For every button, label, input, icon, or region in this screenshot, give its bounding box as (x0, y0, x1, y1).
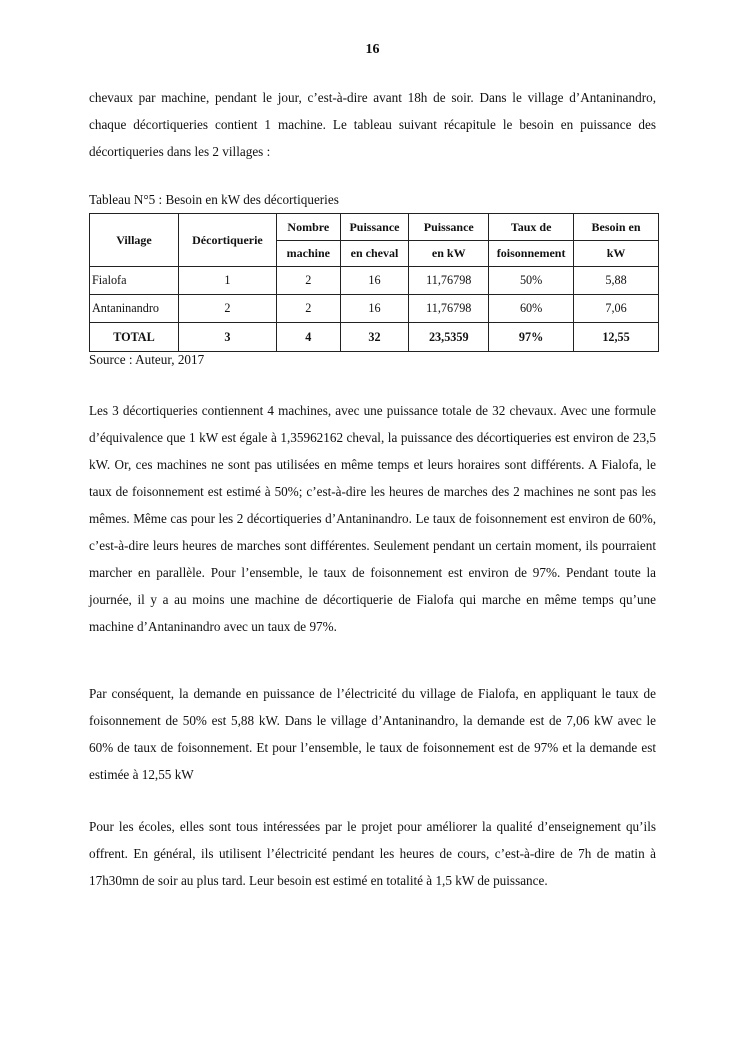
cell-kw: 11,76798 (409, 295, 489, 323)
cell-nombre: 2 (276, 295, 340, 323)
cell-taux: 50% (489, 267, 574, 295)
page-number: 16 (365, 42, 380, 57)
header-puissance-kw: Puissance (409, 214, 489, 241)
cell-taux: 60% (489, 295, 574, 323)
cell-village: Antaninandro (90, 295, 179, 323)
table-header-row (90, 214, 659, 241)
body-paragraph: Les 3 décortiqueries contiennent 4 machines, avec une puissance totale de 32 chevaux. Avec une formule d’équivalence que 1 kW est égale à 1,35962162 cheval, la puissance des décortiqueries est environ de 23,5 kW. Or, ces machines ne sont pas utilisées en même temps et leurs horaires sont différents. A Fialofa, le taux de foisonnement est estimé à 50%; c’est-à-dire les heures de marches des 2 machines ne sont pas les mêmes. Même cas pour les 2 décortiqueries d’Antaninandro. Le taux de foisonnement est environ de 60%, c’est-à-dire leurs heures de marches sont différentes. Seulement pendant un certain moment, ils pourraient marcher en parallèle. Pour l’ensemble, le taux de foisonnement est environ de 97%. Pendant toute la journée, il y a au moins une machine de décortiquerie de Fialofa qui marche en même temps qu’une machine d’Antaninandro avec un taux de 97%. (89, 403, 656, 634)
cell-village: Fialofa (90, 267, 179, 295)
cell-total-label: TOTAL (90, 323, 179, 352)
cell-total-cheval: 32 (340, 323, 409, 352)
cell-cheval: 16 (340, 267, 409, 295)
header-besoin: Besoin en (574, 214, 659, 241)
body-paragraph: Pour les écoles, elles sont tous intéressées par le projet pour améliorer la qualité d’enseignement qu’ils offrent. En général, ils utilisent l’électricité pendant les heures de cours, c’est-à-dire de 7h de matin à 17h30mn de soir au plus tard. Leur besoin est estimé en totalité à 1,5 kW de puissance. (89, 819, 656, 888)
header-foisonnement: foisonnement (489, 241, 574, 267)
header-taux: Taux de (489, 214, 574, 241)
header-en-kw: en kW (409, 241, 489, 267)
header-nombre: Nombre (276, 214, 340, 241)
table-caption: Tableau N°5 : Besoin en kW des décortiqueries (89, 192, 339, 207)
table-row (90, 295, 659, 323)
cell-kw: 11,76798 (409, 267, 489, 295)
header-puissance-cheval: Puissance (340, 214, 409, 241)
body-paragraph: Par conséquent, la demande en puissance de l’électricité du village de Fialofa, en appliquant le taux de foisonnement de 50% est 5,88 kW. Dans le village d’Antaninandro, la demande est de 7,06 kW avec le 60% de taux de foisonnement. Et pour l’ensemble, le taux de foisonnement est de 97% et la demande est estimée à 12,55 kW (89, 686, 656, 782)
cell-decortiquerie: 1 (178, 267, 276, 295)
cell-total-nombre: 4 (276, 323, 340, 352)
header-decortiquerie: Décortiquerie (178, 214, 276, 267)
cell-decortiquerie: 2 (178, 295, 276, 323)
cell-besoin: 5,88 (574, 267, 659, 295)
cell-total-decortiquerie: 3 (178, 323, 276, 352)
cell-cheval: 16 (340, 295, 409, 323)
cell-besoin: 7,06 (574, 295, 659, 323)
header-en-cheval: en cheval (340, 241, 409, 267)
cell-total-taux: 97% (489, 323, 574, 352)
intro-paragraph: chevaux par machine, pendant le jour, c’est-à-dire avant 18h de soir. Dans le village d’Antaninandro, chaque décortiqueries contient 1 machine. Le tableau suivant récapitule le besoin en puissance des décortiqueries dans les 2 villages : (89, 90, 656, 159)
header-nombre-machine: machine (276, 241, 340, 267)
header-besoin-kw: kW (574, 241, 659, 267)
header-village: Village (90, 214, 179, 267)
table-source: Source : Auteur, 2017 (89, 352, 205, 367)
table-total-row (90, 323, 659, 352)
cell-total-besoin: 12,55 (574, 323, 659, 352)
power-needs-table (89, 213, 659, 352)
cell-total-kw: 23,5359 (409, 323, 489, 352)
table-row (90, 267, 659, 295)
cell-nombre: 2 (276, 267, 340, 295)
